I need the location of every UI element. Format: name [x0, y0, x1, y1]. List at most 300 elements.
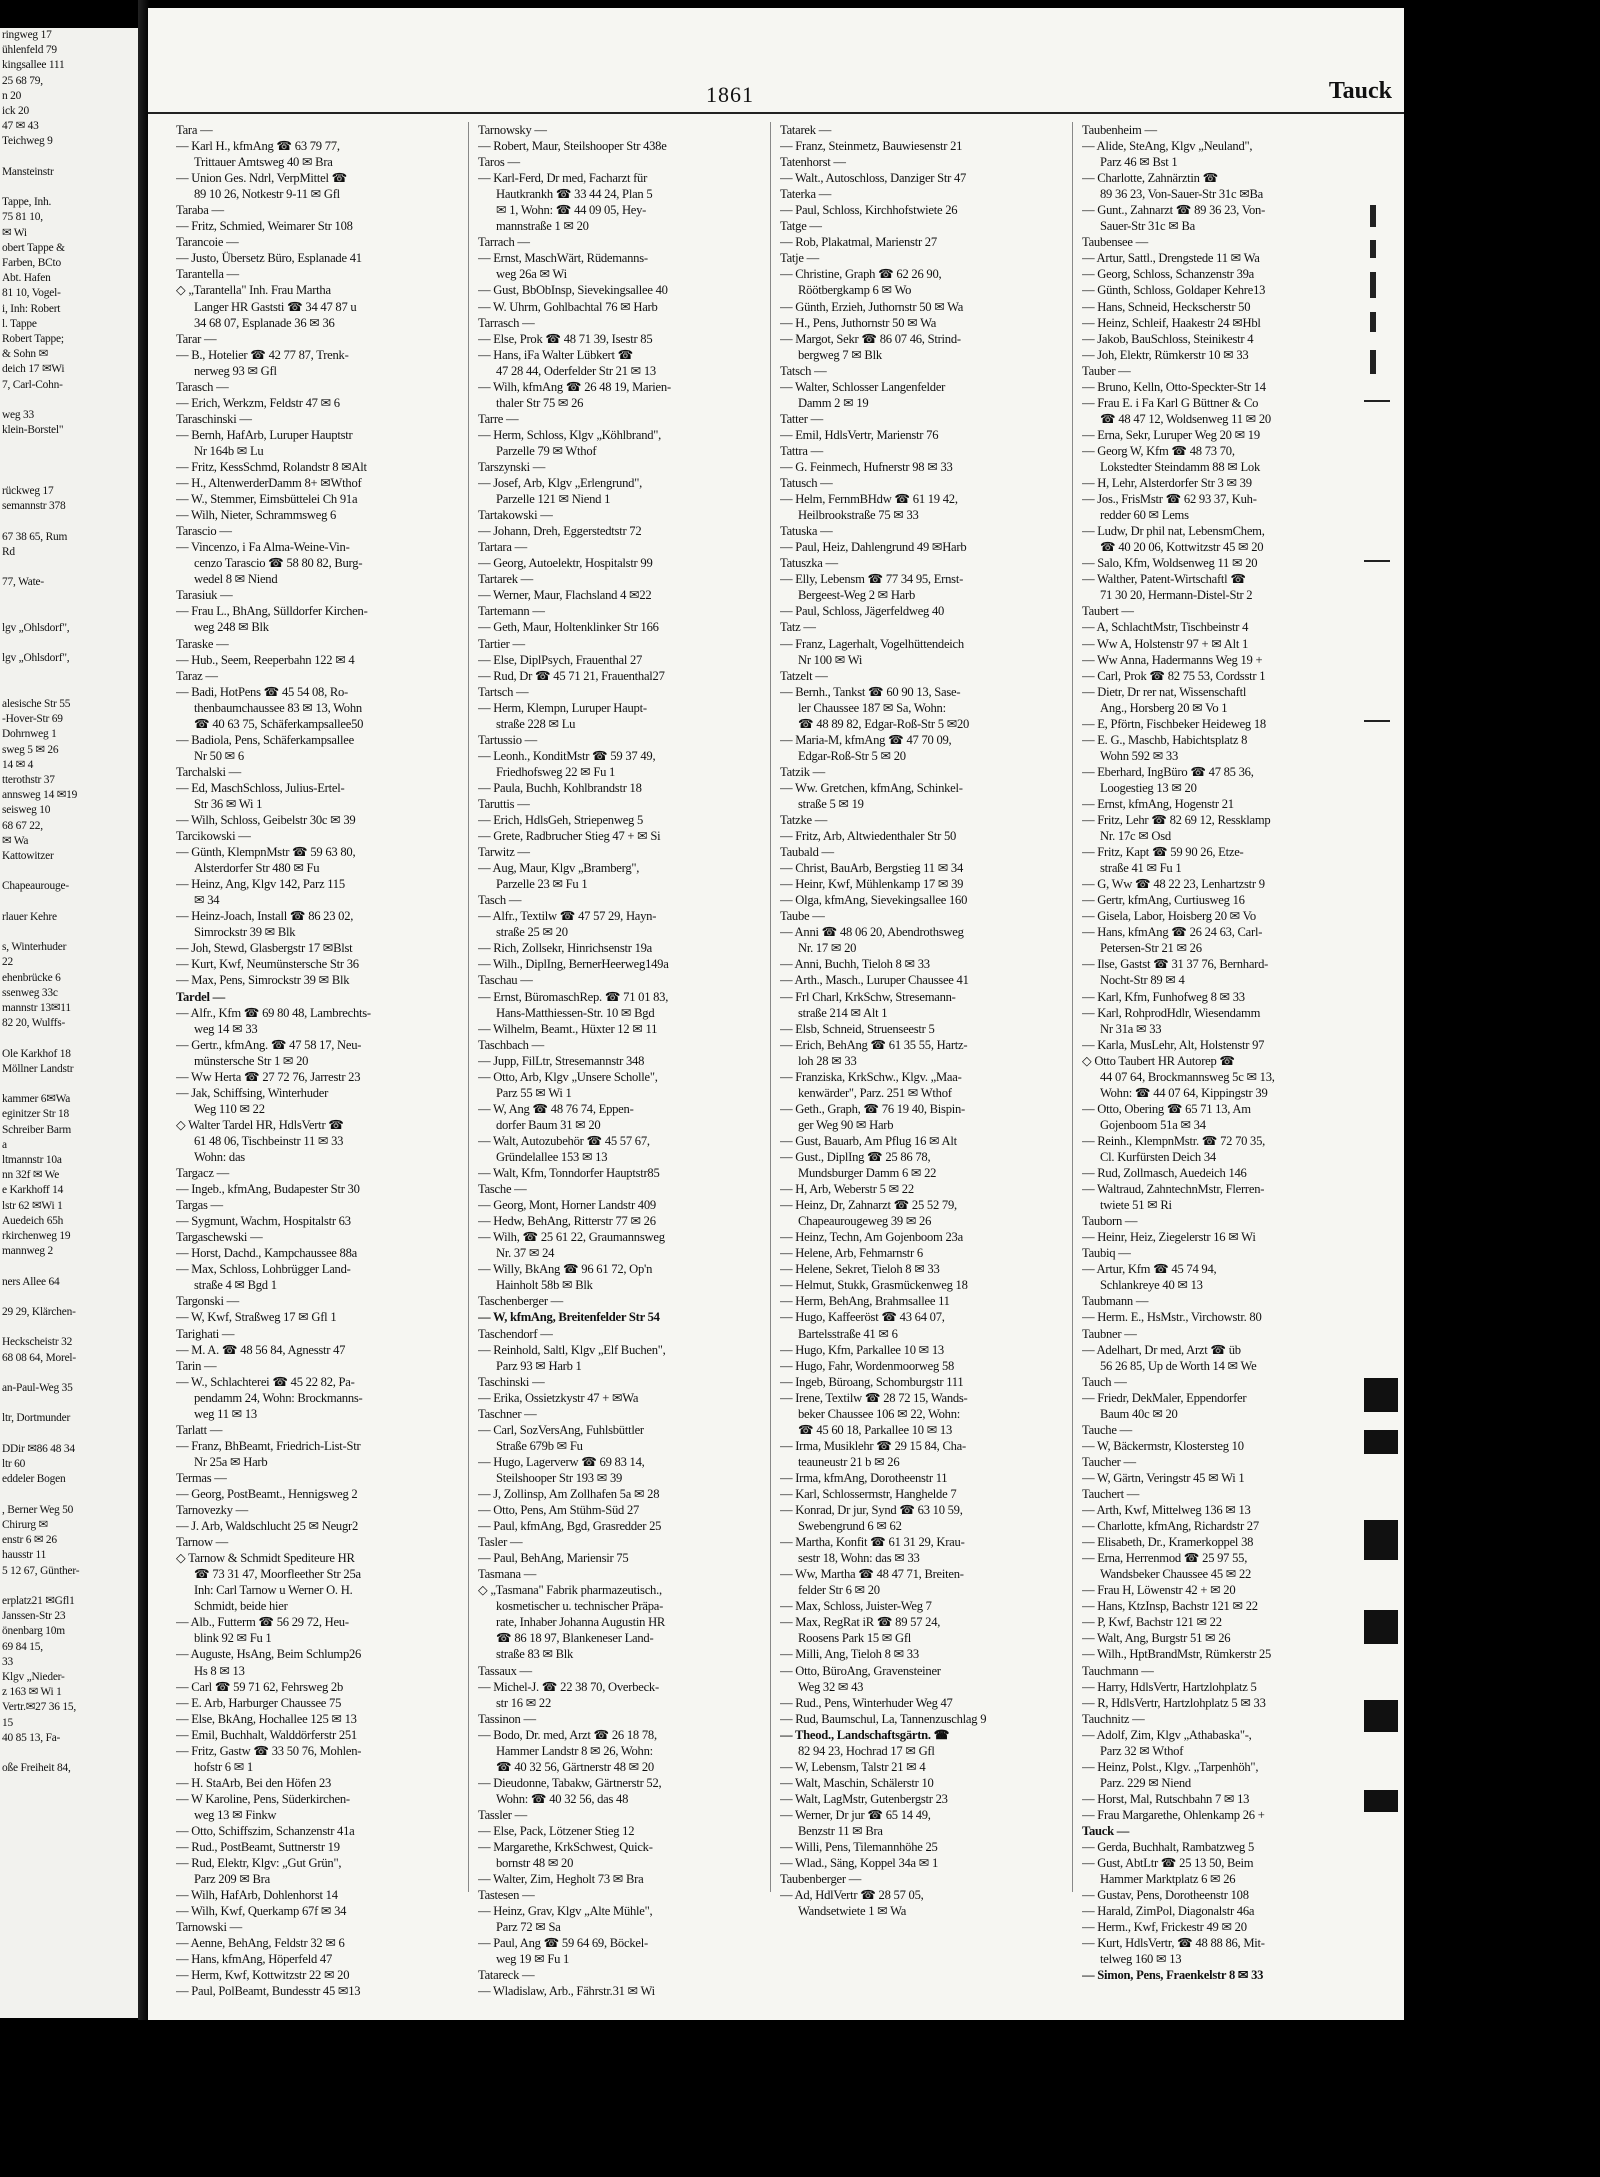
surname-heading: Tarwitz —: [478, 845, 530, 860]
surname-heading: Tarnow —: [176, 1535, 229, 1550]
directory-entry: — Gunt., Zahnarzt ☎ 89 36 23, Von-: [1082, 203, 1266, 218]
fragment-line: önenbarg 10m: [2, 1625, 65, 1638]
directory-entry: — Frl Charl, KrkSchw, Stresemann-: [780, 989, 956, 1004]
directory-entry: — Bernh., Tankst ☎ 60 90 13, Sase-: [780, 684, 961, 699]
directory-entry: — Irma, kfmAng, Dorotheenstr 11: [780, 1470, 948, 1485]
directory-entry: — Robert, Maur, Steilshooper Str 438e: [478, 139, 667, 154]
fragment-line: 67 38 65, Rum: [2, 530, 68, 543]
directory-entry: — Walter, Schlosser Langenfelder: [780, 379, 946, 394]
entry-continuation: wedel 8 ✉ Niend: [194, 572, 278, 587]
fragment-line: [0, 560, 138, 575]
directory-entry: — Walt., Autoschloss, Danziger Str 47: [780, 171, 967, 186]
entry-continuation: ler Chaussee 187 ✉ Sa, Wohn:: [798, 700, 946, 715]
directory-entry: — Rich, Zollsekr, Hinrichsenstr 19a: [478, 941, 653, 956]
fragment-line: mannstr 13✉11: [2, 1002, 71, 1014]
directory-entry: — Helmut, Stukk, Grasmückenweg 18: [780, 1278, 968, 1293]
surname-heading: Tarin —: [176, 1358, 217, 1373]
directory-entry: — Hugo, Fahr, Wordenmoorweg 58: [780, 1358, 955, 1373]
directory-entry: — Paul, Ang ☎ 59 64 69, Böckel-: [478, 1936, 648, 1951]
directory-entry: — Ww A, Holstenstr 97 + ✉ Alt 1: [1082, 636, 1249, 651]
directory-entry: — Otto, BüroAng, Gravensteiner: [780, 1663, 941, 1678]
entry-continuation: straße 228 ✉ Lu: [496, 716, 576, 731]
entry-continuation: münstersche Str 1 ✉ 20: [194, 1053, 309, 1068]
directory-entry: — Ingeb, Büroang, Schomburgstr 111: [780, 1374, 964, 1389]
directory-entry: — Herm., Kwf, Frickestr 49 ✉ 20: [1082, 1920, 1247, 1935]
fragment-line: -Hover-Str 69: [2, 713, 63, 726]
directory-entry: — Hugo, Kaffeeröst ☎ 43 64 07,: [780, 1310, 945, 1325]
entry-continuation: Simrockstr 39 ✉ Blk: [194, 925, 296, 940]
fragment-line: Robert Tappe;: [2, 333, 64, 346]
page-number: 1861: [706, 82, 754, 107]
fragment-line: [0, 925, 138, 940]
directory-entry: — Willy, BkAng ☎ 96 61 72, Op'n: [478, 1262, 653, 1277]
directory-entry: — Wilh., DiplIng, BernerHeerweg149a: [478, 957, 669, 972]
directory-entry: — Ad, HdlVertr ☎ 28 57 05,: [780, 1888, 924, 1903]
directory-entry: — Simon, Pens, Fraenkelstr 8 ✉ 33: [1082, 1968, 1264, 1983]
fragment-line: Abt. Hafen: [2, 272, 51, 285]
directory-entry: — Otto, Schiffszim, Schanzenstr 41a: [176, 1823, 355, 1838]
entry-continuation: bergweg 7 ✉ Blk: [798, 347, 882, 362]
surname-heading: Tatzke —: [780, 813, 828, 828]
column-divider: [1072, 122, 1073, 1892]
entry-continuation: Parzelle 23 ✉ Fu 1: [496, 877, 588, 892]
entry-continuation: Weg 110 ✉ 22: [194, 1101, 265, 1116]
surname-heading: Taraske —: [176, 636, 229, 651]
directory-entry: — Heinz, Grav, Klgv „Alte Mühle",: [478, 1904, 653, 1919]
fragment-line: 82 20, Wulffs-: [2, 1017, 66, 1030]
directory-entry: — Kurt, Kwf, Neumünstersche Str 36: [176, 957, 359, 972]
surname-heading: Tarnowski —: [176, 1920, 242, 1935]
directory-entry: — Ww, Martha ☎ 48 47 71, Breiten-: [780, 1567, 964, 1582]
entry-continuation: hofstr 6 ✉ 1: [194, 1759, 253, 1774]
directory-entry: — Gust, Bauarb, Am Pflug 16 ✉ Alt: [780, 1133, 957, 1148]
directory-entry: — Horst, Dachd., Kampchaussee 88a: [176, 1246, 357, 1261]
entry-continuation: ✉ 1, Wohn: ☎ 44 09 05, Hey-: [496, 203, 647, 218]
directory-entry: — W, Ang ☎ 48 76 74, Eppen-: [478, 1101, 634, 1116]
directory-entry: — M. A. ☎ 48 56 84, Agnesstr 47: [176, 1342, 346, 1357]
directory-entry: — Gisela, Labor, Hoisberg 20 ✉ Vo: [1082, 909, 1256, 924]
directory-entry: — W., Stemmer, Eimsbüttelei Ch 91a: [176, 492, 358, 507]
surname-heading: Termas —: [176, 1470, 227, 1485]
fragment-line: Farben, BCto: [2, 257, 61, 270]
directory-entry: — Arth, Kwf, Mittelweg 136 ✉ 13: [1082, 1503, 1251, 1518]
directory-entry: — W., Schlachterei ☎ 45 22 82, Pa-: [176, 1374, 355, 1389]
directory-entry: — Erika, Ossietzkystr 47 + ✉Wa: [478, 1390, 639, 1405]
directory-entry: — Wilh, Kwf, Querkamp 67f ✉ 34: [176, 1904, 347, 1919]
entry-continuation: weg 248 ✉ Blk: [194, 620, 269, 635]
fragment-line: [0, 1031, 138, 1046]
entry-continuation: weg 11 ✉ 13: [194, 1406, 257, 1421]
directory-entry: — Alb., Futterm ☎ 56 29 72, Heu-: [176, 1615, 349, 1630]
fragment-line: erplatz21 ✉Gfl1: [2, 1594, 75, 1607]
directory-entry: — A, SchlachtMstr, Tischbeinstr 4: [1082, 620, 1249, 635]
fragment-line: 29 29, Klärchen-: [2, 1306, 76, 1319]
fragment-line: 75 81 10,: [2, 211, 43, 224]
directory-entry: — Helm, FernmBHdw ☎ 61 19 42,: [780, 492, 958, 507]
fragment-line: & Sohn ✉: [2, 348, 48, 361]
fragment-line: nn 32f ✉ We: [2, 1169, 60, 1182]
fragment-line: rkirchenweg 19: [2, 1230, 71, 1243]
directory-entry: — Rud., Pens, Winterhuder Weg 47: [780, 1695, 953, 1710]
directory-entry: — Heinz, Polst., Klgv. „Tarpenhöh",: [1082, 1759, 1259, 1774]
directory-entry: — Heinz, Dr, Zahnarzt ☎ 25 52 79,: [780, 1198, 957, 1213]
directory-entry: — Reinhold, Saltl, Klgv „Elf Buchen",: [478, 1342, 666, 1357]
directory-entry: — Gust, AbtLtr ☎ 25 13 50, Beim: [1082, 1856, 1254, 1871]
directory-entry: ◇ „Tarantella" Inh. Frau Martha: [176, 283, 331, 298]
directory-columns: [176, 122, 1380, 2002]
directory-entry: — Herm, BehAng, Brahmsallee 11: [780, 1294, 950, 1309]
entry-continuation: Schmidt, beide hier: [194, 1599, 288, 1614]
surname-heading: Targas —: [176, 1198, 223, 1213]
entry-continuation: Trittauer Amtsweg 40 ✉ Bra: [194, 155, 333, 170]
directory-entry: — H, Arb, Weberstr 5 ✉ 22: [780, 1182, 914, 1197]
surname-heading: Tarancoie —: [176, 235, 239, 250]
entry-continuation: Hs 8 ✉ 13: [194, 1663, 245, 1678]
directory-entry: — Emil, HdlsVertr, Marienstr 76: [780, 427, 939, 442]
entry-continuation: Nr 164b ✉ Lu: [194, 443, 264, 458]
fragment-line: ✉ Wi: [2, 226, 27, 239]
directory-entry: — Heinz, Techn, Am Gojenboom 23a: [780, 1230, 963, 1245]
fragment-line: 7, Carl-Cohn-: [2, 378, 63, 391]
entry-continuation: Parz 55 ✉ Wi 1: [496, 1085, 572, 1100]
directory-entry: — Alfr., Textilw ☎ 47 57 29, Hayn-: [478, 909, 657, 924]
surname-heading: Tartarek —: [478, 572, 534, 587]
fragment-line: Auedeich 65h: [2, 1214, 64, 1227]
directory-entry: — Irma, Musiklehr ☎ 29 15 84, Cha-: [780, 1438, 966, 1453]
entry-continuation: Nr. 17c ✉ Osd: [1100, 829, 1171, 844]
directory-entry: — Paul, Schloss, Jägerfeldweg 40: [780, 604, 945, 619]
directory-entry: — Ww Herta ☎ 27 72 76, Jarrestr 23: [176, 1069, 361, 1084]
directory-entry: — Hedw, BehAng, Ritterstr 77 ✉ 26: [478, 1214, 656, 1229]
surname-heading: Targaschewski —: [176, 1230, 263, 1245]
directory-entry: — Paul, Schloss, Kirchhofstwiete 26: [780, 203, 958, 218]
directory-entry: — Hans, kfmAng ☎ 26 24 63, Carl-: [1082, 925, 1263, 940]
scan-margin-bottom: [0, 2020, 1600, 2177]
fragment-line: [0, 1320, 138, 1335]
surname-heading: Tatusch —: [780, 476, 833, 491]
fragment-line: [0, 682, 138, 697]
fragment-line: DDir ✉86 48 34: [2, 1442, 75, 1455]
directory-entry: — Franziska, KrkSchw., Klgv. „Maa-: [780, 1069, 962, 1084]
directory-entry: — Gerda, Buchhalt, Rambatzweg 5: [1082, 1840, 1255, 1855]
surname-heading: Tarszynski —: [478, 459, 546, 474]
directory-entry: — Ernst, BüromaschRep. ☎ 71 01 83,: [478, 989, 669, 1004]
fragment-line: deich 17 ✉Wi: [2, 363, 65, 376]
fragment-line: 69 84 15,: [2, 1640, 43, 1653]
directory-entry: — Adolf, Zim, Klgv „Athabaska"-,: [1082, 1727, 1252, 1742]
directory-entry: — Dietr, Dr rer nat, Wissenschaftl: [1082, 684, 1247, 699]
fragment-line: [0, 1290, 138, 1305]
directory-entry: — Anni, Buchh, Tieloh 8 ✉ 33: [780, 957, 930, 972]
directory-entry: — Elsb, Schneid, Struenseestr 5: [780, 1021, 935, 1036]
entry-continuation: ☎ 40 63 75, Schäferkampsallee50: [194, 716, 364, 731]
entry-continuation: telweg 160 ✉ 13: [1100, 1952, 1182, 1967]
directory-column-4: [1082, 122, 1362, 1983]
directory-entry: — Ed, MaschSchloss, Julius-Ertel-: [176, 780, 345, 795]
fragment-line: 15: [2, 1716, 13, 1729]
fragment-line: 14 ✉ 4: [2, 758, 34, 771]
entry-continuation: nerweg 93 ✉ Gfl: [194, 363, 277, 378]
directory-entry: — E. Arb, Harburger Chaussee 75: [176, 1695, 342, 1710]
directory-entry: — Paul, kfmAng, Bgd, Grasredder 25: [478, 1519, 662, 1534]
surname-heading: Taubiq —: [1082, 1246, 1131, 1261]
entry-continuation: rate, Inhaber Johanna Augustin HR: [496, 1615, 666, 1630]
directory-entry: — Jupp, FilLtr, Stresemannstr 348: [478, 1053, 645, 1068]
surname-heading: Tauck —: [1082, 1823, 1130, 1838]
fragment-line: rückweg 17: [2, 485, 54, 498]
entry-continuation: 89 10 26, Notkestr 9-11 ✉ Gfl: [194, 187, 340, 202]
directory-entry: — Walt, Ang, Burgstr 51 ✉ 26: [1082, 1631, 1231, 1646]
entry-continuation: Hans-Matthiessen-Str. 10 ✉ Bgd: [496, 1005, 655, 1020]
directory-entry: — Ingeb., kfmAng, Budapester Str 30: [176, 1182, 360, 1197]
surname-heading: Tassinon —: [478, 1711, 536, 1726]
directory-entry: — Erich, BehAng ☎ 61 35 55, Hartz-: [780, 1037, 968, 1052]
directory-entry: — Geth., Graph, ☎ 76 19 40, Bispin-: [780, 1101, 965, 1116]
entry-continuation: ☎ 40 32 56, Gärtnerstr 48 ✉ 20: [496, 1759, 654, 1774]
fragment-line: [0, 180, 138, 195]
directory-entry: — Willi, Pens, Tilemannhöhe 25: [780, 1840, 938, 1855]
column-divider: [468, 122, 469, 1892]
surname-heading: Tatter —: [780, 411, 823, 426]
entry-continuation: Parz 32 ✉ Wthof: [1100, 1743, 1184, 1758]
surname-heading: Tauchnitz —: [1082, 1711, 1145, 1726]
fragment-line: klein-Borstel": [2, 424, 64, 437]
directory-entry: — Aenne, BehAng, Feldstr 32 ✉ 6: [176, 1936, 345, 1951]
directory-page: [148, 8, 1404, 2020]
surname-heading: Tauborn —: [1082, 1214, 1138, 1229]
directory-entry: — Fritz, KessSchmd, Rolandstr 8 ✉Alt: [176, 459, 367, 474]
entry-continuation: Swebengrund 6 ✉ 62: [798, 1519, 902, 1534]
entry-continuation: Nr. 37 ✉ 24: [496, 1246, 555, 1261]
entry-continuation: ger Weg 90 ✉ Harb: [798, 1117, 894, 1132]
entry-continuation: kenwärder", Parz. 251 ✉ Wthof: [798, 1085, 952, 1100]
surname-heading: Taubensee —: [1082, 235, 1148, 250]
fragment-line: mannweg 2: [2, 1245, 54, 1258]
directory-entry: — Eberhard, IngBüro ☎ 47 85 36,: [1082, 764, 1254, 779]
entry-continuation: Wohn: das: [194, 1150, 245, 1164]
entry-continuation: Nocht-Str 89 ✉ 4: [1100, 973, 1185, 988]
directory-entry: — Badiola, Pens, Schäferkampsallee: [176, 732, 354, 747]
entry-continuation: Langer HR Gaststi ☎ 34 47 87 u: [194, 299, 357, 314]
entry-continuation: Nr 50 ✉ 6: [194, 748, 244, 763]
surname-heading: Taube —: [780, 909, 825, 924]
fragment-line: ühlenfeld 79: [2, 44, 57, 57]
entry-continuation: Heilbrookstraße 75 ✉ 33: [798, 508, 919, 523]
entry-continuation: ☎ 86 18 97, Blankeneser Land-: [496, 1631, 654, 1646]
directory-entry: — Harry, HdlsVertr, Hartzlohplatz 5: [1082, 1679, 1257, 1694]
surname-heading: Tartakowski —: [478, 508, 553, 523]
directory-entry: — G. Feinmech, Hufnerstr 98 ✉ 33: [780, 459, 953, 474]
surname-heading: Tatsch —: [780, 363, 827, 378]
directory-entry: — Michel-J. ☎ 22 38 70, Overbeck-: [478, 1679, 659, 1694]
scan-margin: [1404, 0, 1600, 2177]
directory-entry: — Werner, Dr jur ☎ 65 14 49,: [780, 1807, 931, 1822]
directory-entry: — Karl, RohprodHdlr, Wiesendamm: [1082, 1005, 1261, 1020]
fragment-line: Klgv „Nieder-: [2, 1670, 65, 1683]
surname-heading: Tarascio —: [176, 524, 232, 539]
surname-heading: Tasmana —: [478, 1567, 537, 1582]
surname-heading: Tauche —: [1082, 1422, 1132, 1437]
surname-heading: Tartsch —: [478, 684, 529, 699]
directory-entry: — Georg, Mont, Horner Landstr 409: [478, 1198, 656, 1213]
fragment-line: eginitzer Str 18: [2, 1108, 70, 1121]
fragment-line: oße Freiheit 84,: [2, 1762, 71, 1775]
entry-continuation: weg 19 ✉ Fu 1: [496, 1952, 570, 1967]
entry-continuation: straße 5 ✉ 19: [798, 796, 864, 811]
surname-heading: Tatzelt —: [780, 668, 828, 683]
surname-heading: Taschinski —: [478, 1374, 545, 1389]
entry-continuation: mannstraße 1 ✉ 20: [496, 219, 589, 234]
surname-heading: Tartussio —: [478, 732, 537, 747]
directory-entry: — Else, Prok ☎ 48 71 39, Isestr 85: [478, 331, 653, 346]
entry-continuation: Parzelle 79 ✉ Wthof: [496, 443, 597, 458]
surname-heading: Tatarek —: [780, 123, 832, 137]
directory-entry: — Christine, Graph ☎ 62 26 90,: [780, 267, 942, 282]
directory-entry: — J. Arb, Waldschlucht 25 ✉ Neugr2: [176, 1519, 358, 1534]
surname-heading: Tartara —: [478, 540, 527, 555]
entry-continuation: Roosens Park 15 ✉ Gfl: [798, 1631, 912, 1646]
fragment-line: l. Tappe: [2, 317, 37, 330]
fragment-line: alesische Str 55: [2, 697, 71, 710]
directory-entry: — Ilse, Gastst ☎ 31 37 76, Bernhard-: [1082, 957, 1269, 972]
entry-continuation: 47 28 44, Oderfelder Str 21 ✉ 13: [496, 363, 656, 378]
directory-entry: — Reinh., KlempnMstr. ☎ 72 70 35,: [1082, 1133, 1266, 1148]
entry-continuation: Damm 2 ✉ 19: [798, 395, 869, 410]
fragment-line: kammer 6✉Wa: [2, 1093, 71, 1106]
surname-heading: Tarasiuk —: [176, 588, 233, 603]
directory-entry: — Erna, Sekr, Luruper Weg 20 ✉ 19: [1082, 427, 1260, 442]
entry-continuation: beker Chaussee 106 ✉ 22, Wohn:: [798, 1406, 960, 1421]
directory-entry: — Karl-Ferd, Dr med, Facharzt für: [478, 171, 648, 186]
directory-entry: — Frau H, Löwenstr 42 + ✉ 20: [1082, 1583, 1236, 1598]
fragment-line: 81 10, Vogel-: [2, 287, 61, 300]
directory-entry: — W, kfmAng, Breitenfelder Str 54: [478, 1310, 660, 1325]
surname-heading: Tattra —: [780, 443, 823, 458]
surname-heading: Taraschinski —: [176, 411, 252, 426]
entry-continuation: felder Str 6 ✉ 20: [798, 1583, 880, 1598]
directory-entry: — Fritz, Schmied, Weimarer Str 108: [176, 219, 353, 234]
directory-entry: — Wilh., HptBrandMstr, Rümkerstr 25: [1082, 1647, 1272, 1662]
entry-continuation: Parz 209 ✉ Bra: [194, 1872, 270, 1887]
directory-entry: — E, Pförtn, Fischbeker Heideweg 18: [1082, 716, 1266, 731]
entry-continuation: 82 94 23, Hochrad 17 ✉ Gfl: [798, 1743, 935, 1758]
directory-entry: — Elly, Lebensm ☎ 77 34 95, Ernst-: [780, 572, 964, 587]
fragment-line: [0, 1396, 138, 1411]
surname-heading: Tatzik —: [780, 764, 826, 779]
directory-entry: — Martha, Konfit ☎ 61 31 29, Krau-: [780, 1535, 965, 1550]
directory-entry: — Wladislaw, Arb., Fährstr.31 ✉ Wi: [478, 1984, 655, 1999]
entry-continuation: Str 36 ✉ Wi 1: [194, 796, 263, 811]
directory-entry: — Geth, Maur, Holtenklinker Str 166: [478, 620, 659, 635]
surname-heading: Taubald —: [780, 845, 834, 860]
directory-entry: — Johann, Dreh, Eggerstedtstr 72: [478, 524, 642, 539]
fragment-line: [0, 1259, 138, 1274]
directory-entry: — Max, Schloss, Juister-Weg 7: [780, 1599, 932, 1614]
directory-entry: — Walt, LagMstr, Gutenbergstr 23: [780, 1791, 948, 1806]
directory-entry: — Emil, Buchhalt, Walddörferstr 251: [176, 1727, 357, 1742]
surname-heading: Tasler —: [478, 1535, 523, 1550]
fragment-line: , Berner Weg 50: [2, 1503, 74, 1516]
directory-entry: — Walt, Kfm, Tonndorfer Hauptstr85: [478, 1166, 660, 1181]
directory-entry: — Hub., Seem, Reeperbahn 122 ✉ 4: [176, 652, 355, 667]
fragment-line: ✉ Wa: [2, 834, 29, 847]
fragment-line: annsweg 14 ✉19: [2, 789, 78, 802]
directory-entry: — Jak, Schiffsing, Winterhuder: [176, 1085, 329, 1100]
directory-entry: — H., AltenwerderDamm 8+ ✉Wthof: [176, 476, 362, 491]
directory-entry: — Rud, Dr ☎ 45 71 21, Frauenthal27: [478, 668, 665, 683]
directory-entry: — Fritz, Arb, Altwiedenthaler Str 50: [780, 829, 957, 844]
entry-continuation: Edgar-Roß-Str 5 ✉ 20: [798, 748, 906, 763]
directory-entry: — Artur, Kfm ☎ 45 74 94,: [1082, 1262, 1217, 1277]
entry-continuation: 34 68 07, Esplanade 36 ✉ 36: [194, 315, 335, 330]
fragment-line: Rd: [2, 545, 15, 558]
directory-entry: — Heinr, Heiz, Ziegelerstr 16 ✉ Wi: [1082, 1230, 1256, 1245]
directory-entry: — Gust, BbObInsp, Sievekingsallee 40: [478, 283, 668, 298]
directory-entry: — Herm, Klempn, Luruper Haupt-: [478, 700, 647, 715]
surname-heading: Tauchmann —: [1082, 1663, 1154, 1678]
entry-continuation: kosmetischer u. technischer Präpa-: [496, 1599, 664, 1614]
entry-continuation: cenzo Tarascio ☎ 58 80 82, Burg-: [194, 556, 363, 571]
directory-entry: — Else, DiplPsych, Frauenthal 27: [478, 652, 643, 667]
entry-continuation: Parzelle 121 ✉ Niend 1: [496, 492, 611, 507]
fragment-line: semannstr 378: [2, 500, 66, 513]
surname-heading: Tauchert —: [1082, 1486, 1140, 1501]
directory-column-2: [478, 122, 758, 1999]
entry-continuation: Nr 100 ✉ Wi: [798, 652, 863, 667]
entry-continuation: 71 30 20, Hermann-Distel-Str 2: [1100, 588, 1253, 603]
surname-heading: Taruttis —: [478, 796, 530, 811]
directory-entry: — Alide, SteAng, Klgv „Neuland",: [1082, 139, 1253, 154]
directory-entry: — Else, BkAng, Hochallee 125 ✉ 13: [176, 1711, 357, 1726]
fragment-line: weg 33: [2, 409, 35, 422]
entry-continuation: Gründelallee 153 ✉ 13: [496, 1150, 608, 1164]
entry-continuation: Parz. 229 ✉ Niend: [1100, 1775, 1191, 1790]
fragment-line: [0, 438, 138, 453]
directory-entry: — Franz, BhBeamt, Friedrich-List-Str: [176, 1438, 361, 1453]
surname-heading: Taschbach —: [478, 1037, 544, 1052]
directory-entry: — Hans, KtzInsp, Bachstr 121 ✉ 22: [1082, 1599, 1258, 1614]
directory-entry: — Herm, Kwf, Kottwitzstr 22 ✉ 20: [176, 1968, 350, 1983]
entry-continuation: Sauer-Str 31c ✉ Ba: [1100, 219, 1195, 234]
directory-entry: — Herm. E., HsMstr., Virchowstr. 80: [1082, 1310, 1262, 1325]
fragment-line: ehenbrücke 6: [2, 971, 61, 984]
entry-continuation: blink 92 ✉ Fu 1: [194, 1631, 272, 1646]
fragment-line: 40 85 13, Fa-: [2, 1731, 61, 1744]
fragment-line: [0, 864, 138, 879]
directory-entry: — Karla, MusLehr, Alt, Holstenstr 97: [1082, 1037, 1265, 1052]
directory-entry: — H. StaArb, Bei den Höfen 23: [176, 1775, 332, 1790]
entry-continuation: Weg 32 ✉ 43: [798, 1679, 864, 1694]
entry-continuation: Wandsbeker Chaussee 45 ✉ 22: [1100, 1567, 1252, 1582]
surname-heading: Tarrasch —: [478, 315, 535, 330]
directory-entry: — Werner, Maur, Flachsland 4 ✉22: [478, 588, 652, 603]
fragment-line: enstr 6 ✉ 26: [2, 1534, 57, 1547]
entry-continuation: Röötbergkamp 6 ✉ Wo: [798, 283, 912, 298]
directory-entry: — Else, Pack, Lötzener Stieg 12: [478, 1823, 635, 1838]
fragment-line: 68 08 64, Morel-: [2, 1351, 76, 1364]
surname-heading: Tastesen —: [478, 1888, 535, 1903]
directory-entry: — R, HdlsVertr, Hartzlohplatz 5 ✉ 33: [1082, 1695, 1266, 1710]
entry-continuation: twiete 51 ✉ Ri: [1100, 1198, 1172, 1213]
directory-entry: — Georg, Schloss, Schanzenstr 39a: [1082, 267, 1254, 282]
surname-heading: Taubmann —: [1082, 1294, 1149, 1309]
fragment-line: Janssen-Str 23: [2, 1610, 66, 1623]
directory-entry: — Georg W, Kfm ☎ 48 73 70,: [1082, 443, 1235, 458]
entry-continuation: Mundsburger Damm 6 ✉ 22: [798, 1166, 937, 1181]
directory-entry: — B., Hotelier ☎ 42 77 87, Trenk-: [176, 347, 349, 362]
entry-continuation: Hammer Marktplatz 6 ✉ 26: [1100, 1872, 1236, 1887]
directory-entry: — E. G., Maschb, Habichtsplatz 8: [1082, 732, 1248, 747]
